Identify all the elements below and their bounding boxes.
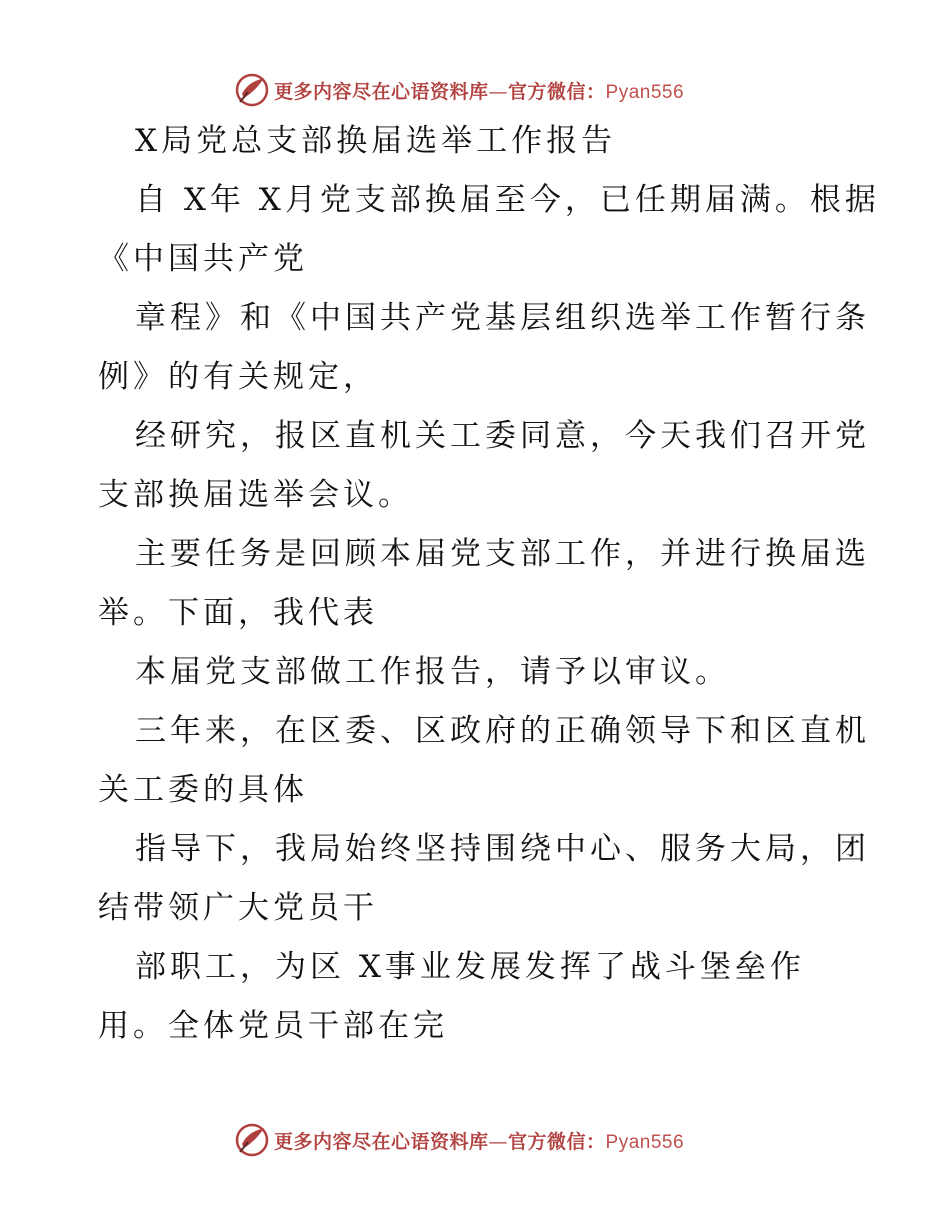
paragraph-line: 结带领广大党员干 — [98, 890, 378, 926]
quill-logo-icon — [234, 72, 270, 108]
paragraph-line: 《中国共产党 — [98, 241, 308, 277]
watermark-text: 更多内容尽在心语资料库—官方微信：Pyan556 — [274, 1130, 685, 1153]
document-title: X局党总支部换届选举工作报告 — [135, 123, 617, 159]
paragraph-line: 用。全体党员干部在完 — [98, 1008, 448, 1044]
document-body — [98, 122, 880, 1046]
paragraph-line: 经研究，报区直机关工委同意，今天我们召开党 — [135, 418, 870, 454]
quill-logo-icon — [234, 1122, 270, 1158]
paragraph-line: 例》的有关规定， — [98, 359, 378, 395]
paragraph-line: 三年来，在区委、区政府的正确领导下和区直机 — [135, 713, 870, 749]
paragraph-line: 章程》和《中国共产党基层组织选举工作暂行条 — [135, 300, 870, 336]
paragraph-line: 本届党支部做工作报告，请予以审议。 — [135, 654, 730, 690]
paragraph-line: 自 X年 X月党支部换届至今，已任期届满。根据 — [135, 182, 880, 218]
watermark-text: 更多内容尽在心语资料库—官方微信：Pyan556 — [274, 80, 685, 103]
paragraph-line: 指导下，我局始终坚持围绕中心、服务大局，团 — [135, 831, 870, 867]
paragraph-line: 举。下面，我代表 — [98, 595, 378, 631]
header-watermark — [234, 70, 714, 110]
paragraph-line: 部职工，为区 X事业发展发挥了战斗堡垒作 — [135, 949, 805, 985]
paragraph-line: 主要任务是回顾本届党支部工作，并进行换届选 — [135, 536, 870, 572]
paragraph-line: 支部换届选举会议。 — [98, 477, 413, 513]
paragraph-line: 关工委的具体 — [98, 772, 308, 808]
footer-watermark — [234, 1120, 714, 1160]
